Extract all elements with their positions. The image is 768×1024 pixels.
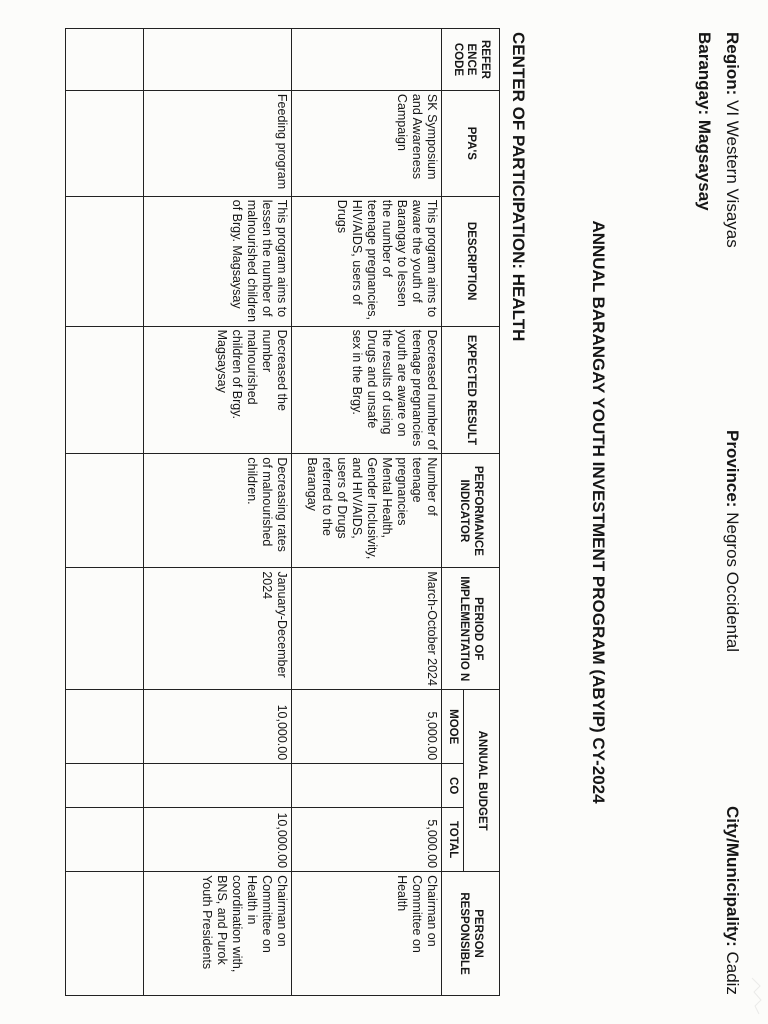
cell-empty: [66, 568, 144, 690]
cell-description: This program aims to aware the youth of Barangay to lessen the number of teenage pregnancies, HIV/AIDS, users of Drugs: [292, 196, 442, 326]
cell-person-responsible: Chairman on Committee on Health: [292, 872, 442, 996]
cell-co: [292, 764, 442, 808]
table-header-row: [464, 29, 500, 996]
cell-empty: [66, 90, 144, 196]
province-value: Negros Occidental: [723, 512, 742, 653]
region-value: VI Western Visayas: [723, 100, 742, 248]
cell-performance-indicator: Number of teenage pregnancies Mental Health, Gender Inclusivity, and HIV/AIDS, users of Drugs referred to the Barangay: [292, 454, 442, 568]
cell-period: March-October 2024: [292, 568, 442, 690]
cell-empty: [66, 872, 144, 996]
cell-ppas: SK Symposium and Awareness Campaign: [292, 90, 442, 196]
cell-empty: [66, 808, 144, 872]
cell-person-responsible: Chairman on Committee on Health in coordination with, BNS, and Purok Youth Presidents: [144, 872, 292, 996]
cell-ppas: Feeding program: [144, 90, 292, 196]
cell-total: 10,000.00: [144, 808, 292, 872]
col-header-co: CO: [442, 764, 464, 808]
barangay-value: Magsaysay: [695, 119, 714, 211]
document-title: ANNUAL BARANGAY YOUTH INVESTMENT PROGRAM (ABYIP) CY-2024: [589, 220, 608, 804]
center-of-participation: CENTER OF PARTICIPATION: HEALTH: [509, 32, 528, 342]
cell-empty: [66, 690, 144, 764]
col-header-ref: REFER ENCE CODE: [442, 29, 500, 91]
city-label: City/Municipality:: [723, 806, 742, 947]
province-line: [722, 430, 742, 652]
cell-empty: [66, 764, 144, 808]
col-header-period: PERIOD OF IMPLEMENTATIO N: [442, 568, 500, 690]
cell-ref: [292, 29, 442, 91]
cell-total: 5,000.00: [292, 808, 442, 872]
col-header-description: DESCRIPTION: [442, 196, 500, 326]
col-header-person-responsible: PERSON RESPONSIBLE: [442, 872, 500, 996]
cell-mooe: 5,000.00: [292, 690, 442, 764]
col-header-ppas: PPA'S: [442, 90, 500, 196]
scan-mark-icon: [748, 976, 764, 1016]
col-header-total: TOTAL: [442, 808, 464, 872]
cell-period: January-December 2024: [144, 568, 292, 690]
cell-description: This program aims to lessen the number of malnourished children of Brgy. Magsaysay: [144, 196, 292, 326]
barangay-label: Barangay:: [695, 32, 714, 116]
city-line: [722, 806, 742, 995]
table-row-empty: [66, 29, 144, 996]
cell-expected-result: Decreased number of teenage pregnancies youth are aware on the results of using Drugs and unsafe sex in the Brgy.: [292, 326, 442, 454]
cell-mooe: 10,000.00: [144, 690, 292, 764]
city-value: Cadiz: [723, 951, 742, 995]
region-label: Region:: [723, 32, 742, 96]
cell-expected-result: Decreased the number malnourished children of Brgy. Magsaysay: [144, 326, 292, 454]
table-row: [144, 29, 292, 996]
cell-empty: [66, 454, 144, 568]
col-header-performance-indicator: PERFORMANCE INDICATOR: [442, 454, 500, 568]
col-header-annual-budget: ANNUAL BUDGET: [464, 690, 500, 872]
cell-ref: [144, 29, 292, 91]
province-label: Province:: [723, 430, 742, 508]
cell-empty: [66, 29, 144, 91]
barangay-line: [694, 32, 714, 211]
col-header-expected-result: EXPECTED RESULT: [442, 326, 500, 454]
region-line: [722, 32, 742, 248]
col-header-mooe: MOOE: [442, 690, 464, 764]
cell-empty: [66, 326, 144, 454]
abyip-table: [65, 28, 500, 996]
cell-co: [144, 764, 292, 808]
cell-empty: [66, 196, 144, 326]
table-row: [292, 29, 442, 996]
cell-performance-indicator: Decreasing rates of malnourished children.: [144, 454, 292, 568]
